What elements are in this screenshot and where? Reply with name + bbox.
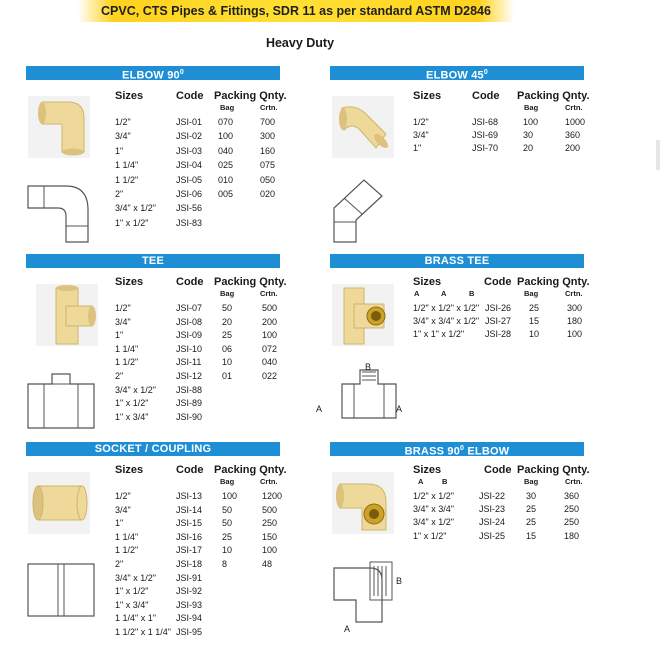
crtn-header: Crtn. — [565, 103, 583, 112]
crtn-cell: 1200 — [262, 491, 283, 501]
sizes-header: Sizes — [115, 90, 144, 102]
crtn-cell: 040 — [262, 357, 278, 368]
bag-cell: 15 — [529, 316, 540, 327]
bag-header: Bag — [524, 477, 539, 486]
code-cell: JSI-11 — [176, 357, 202, 368]
code-cell: JSI-06 — [176, 189, 203, 199]
socket-photo — [28, 472, 90, 534]
bag-cell: 025 — [218, 160, 234, 171]
section-title: ELBOW $45^0$ — [330, 66, 584, 80]
size-cell: 1 1/2" x 1 1/4" — [115, 627, 171, 637]
bag-cell: 20 — [222, 316, 233, 327]
code-cell: JSI-18 — [176, 559, 203, 569]
code-cell: JSI-93 — [176, 599, 203, 610]
packing-header: Packing Qnty. — [517, 90, 590, 102]
crtn-header: Crtn. — [260, 103, 278, 112]
code-cell: JSI-08 — [176, 316, 203, 327]
code-cell: JSI-14 — [176, 504, 203, 515]
crtn-cell: 180 — [567, 316, 583, 327]
crtn-cell: 250 — [564, 517, 580, 528]
sizes-header: Sizes — [413, 90, 442, 102]
crtn-header: Crtn. — [565, 289, 583, 298]
diagram-label-a: A — [344, 624, 351, 634]
code-header: Code — [484, 464, 512, 476]
code-cell: JSI-04 — [176, 160, 203, 171]
crtn-cell: 700 — [260, 117, 276, 127]
crtn-cell: 300 — [260, 131, 276, 142]
packing-header: Packing Qnty. — [517, 464, 590, 476]
code-cell: JSI-69 — [472, 130, 499, 141]
socket-drawing — [26, 560, 96, 625]
size-cell: 3/4" — [115, 131, 131, 142]
size-cell: 1 1/4" — [115, 531, 139, 542]
abc-header-a1: A — [414, 289, 420, 298]
bag-cell: 01 — [222, 371, 233, 381]
code-cell: JSI-90 — [176, 411, 203, 422]
catalog-banner: CPVC, CTS Pipes & Fittings, SDR 11 as per standard ASTM D2846 — [78, 0, 514, 22]
code-cell: JSI-28 — [485, 329, 512, 340]
elbow-45-drawing — [330, 178, 390, 251]
crtn-cell: 180 — [564, 530, 580, 541]
bag-cell: 005 — [218, 189, 234, 199]
sizes-header: Sizes — [115, 276, 144, 288]
code-cell: JSI-09 — [176, 330, 203, 341]
size-cell: 1/2" x 1/2" — [413, 491, 454, 501]
section-brass-tee — [316, 254, 590, 434]
crtn-cell: 075 — [260, 160, 276, 171]
section-elbow-90 — [26, 66, 287, 246]
size-cell: 1 1/4" x 1" — [115, 613, 156, 624]
bag-cell: 8 — [222, 559, 228, 569]
diagram-label-a-left: A — [316, 404, 323, 414]
size-cell: 2" — [115, 189, 124, 199]
bag-cell: 100 — [218, 131, 234, 142]
code-cell: JSI-88 — [176, 384, 203, 395]
crtn-cell: 050 — [260, 174, 276, 185]
bag-cell: 25 — [222, 531, 233, 542]
size-cell: 3/4" x 1/2" — [115, 203, 156, 214]
elbow-45-photo — [332, 96, 394, 158]
crtn-cell: 1000 — [565, 117, 586, 127]
size-cell: 1" — [413, 143, 422, 154]
bag-cell: 010 — [218, 174, 234, 185]
crtn-cell: 360 — [564, 491, 580, 501]
bag-header: Bag — [220, 289, 235, 298]
bag-cell: 50 — [222, 518, 233, 529]
brass-elbow-drawing — [330, 558, 403, 629]
crtn-cell: 300 — [567, 303, 583, 313]
size-cell: 1/2" — [413, 117, 429, 127]
packing-header: Packing Qnty. — [214, 464, 287, 476]
size-cell: 2" — [115, 371, 124, 381]
bag-cell: 040 — [218, 145, 234, 156]
bag-cell: 25 — [526, 504, 537, 515]
size-cell: 3/4" x 1/2" — [115, 572, 156, 583]
section-title: SOCKET / COUPLING — [26, 442, 280, 456]
section-title: BRASS $90^0$ ELBOW — [330, 442, 584, 456]
code-cell: JSI-68 — [472, 117, 499, 127]
code-cell: JSI-02 — [176, 131, 203, 142]
code-cell: JSI-89 — [176, 398, 203, 409]
bag-cell: 070 — [218, 117, 234, 127]
elbow-90-drawing — [26, 182, 92, 249]
code-header: Code — [176, 464, 204, 476]
size-cell: 3/4" — [413, 130, 429, 141]
size-cell: 3/4" x 3/4" x 1/2" — [413, 316, 480, 327]
bag-cell: 30 — [523, 130, 534, 141]
code-cell: JSI-24 — [479, 517, 506, 528]
bag-cell: 10 — [222, 545, 233, 556]
page-subtitle: Heavy Duty — [265, 36, 335, 50]
code-cell: JSI-70 — [472, 143, 499, 154]
crtn-header: Crtn. — [260, 289, 278, 298]
size-cell: 1" x 1" x 1/2" — [413, 329, 465, 340]
bag-cell: 25 — [222, 330, 233, 341]
section-brass-90-elbow — [330, 442, 590, 652]
size-cell: 1/2" — [115, 117, 131, 127]
bag-header: Bag — [524, 289, 539, 298]
code-cell: JSI-91 — [176, 572, 203, 583]
size-cell: 3/4" x 1/2" — [115, 384, 156, 395]
size-cell: 1/2" — [115, 303, 131, 313]
brass-tee-photo — [332, 284, 394, 346]
packing-header: Packing Qnty. — [214, 276, 287, 288]
section-title: BRASS TEE — [330, 254, 584, 268]
tee-drawing — [26, 372, 96, 437]
bag-cell: 100 — [222, 491, 238, 501]
section-title: TEE — [26, 254, 280, 268]
crtn-cell: 160 — [260, 145, 276, 156]
bag-cell: 25 — [526, 517, 537, 528]
crtn-cell: 250 — [564, 504, 580, 515]
code-cell: JSI-22 — [479, 491, 506, 501]
size-cell: 3/4" — [115, 504, 131, 515]
bag-cell: 10 — [529, 329, 540, 340]
size-cell: 1 1/2" — [115, 174, 139, 185]
packing-header: Packing Qnty. — [517, 276, 590, 288]
page-edge-shadow — [656, 140, 660, 170]
code-cell: JSI-03 — [176, 145, 203, 156]
size-cell: 3/4" x 3/4" — [413, 504, 454, 515]
diagram-label-b: B — [365, 362, 372, 372]
code-header: Code — [484, 276, 512, 288]
size-cell: 1" — [115, 518, 124, 529]
diagram-label-a-right: A — [396, 404, 403, 414]
crtn-header: Crtn. — [565, 477, 583, 486]
size-cell: 1/2" — [115, 491, 131, 501]
code-cell: JSI-56 — [176, 203, 203, 214]
bag-cell: 30 — [526, 491, 537, 501]
crtn-cell: 500 — [262, 303, 278, 313]
size-cell: 1" x 1/2" — [115, 586, 149, 597]
size-cell: 1 1/4" — [115, 160, 139, 171]
size-cell: 2" — [115, 559, 124, 569]
abc-header-b: B — [442, 477, 448, 486]
crtn-cell: 200 — [262, 316, 278, 327]
abc-header-a2: A — [441, 289, 447, 298]
sizes-header: Sizes — [413, 464, 442, 476]
size-cell: 1/2" x 1/2" x 1/2" — [413, 303, 480, 313]
size-cell: 3/4" x 1/2" — [413, 517, 454, 528]
bag-cell: 06 — [222, 343, 233, 354]
code-cell: JSI-95 — [176, 627, 203, 637]
bag-header: Bag — [220, 103, 235, 112]
bag-cell: 50 — [222, 303, 233, 313]
bag-cell: 50 — [222, 504, 233, 515]
crtn-cell: 072 — [262, 343, 278, 354]
bag-cell: 10 — [222, 357, 233, 368]
code-cell: JSI-10 — [176, 343, 203, 354]
size-cell: 1 1/4" — [115, 343, 139, 354]
tee-photo — [36, 284, 98, 346]
size-cell: 1" x 3/4" — [115, 599, 149, 610]
size-cell: 1" x 1/2" — [115, 398, 149, 409]
crtn-cell: 020 — [260, 189, 276, 199]
size-cell: 1" — [115, 145, 124, 156]
size-cell: 1" x 3/4" — [115, 411, 149, 422]
code-cell: JSI-92 — [176, 586, 203, 597]
code-cell: JSI-01 — [176, 117, 203, 127]
code-cell: JSI-27 — [485, 316, 512, 327]
bag-header: Bag — [524, 103, 539, 112]
abc-header-b: B — [469, 289, 475, 298]
section-title: ELBOW $90^0$ — [26, 66, 280, 80]
code-cell: JSI-16 — [176, 531, 203, 542]
code-cell: JSI-25 — [479, 530, 506, 541]
code-cell: JSI-83 — [176, 217, 203, 228]
section-socket-coupling — [26, 442, 287, 652]
diagram-label-b: B — [396, 576, 403, 586]
crtn-cell: 360 — [565, 130, 581, 141]
section-elbow-45 — [330, 66, 590, 246]
bag-cell: 20 — [523, 143, 534, 154]
elbow-90-photo — [28, 96, 90, 158]
size-cell: 1 1/2" — [115, 357, 139, 368]
code-cell: JSI-12 — [176, 371, 203, 381]
code-cell: JSI-07 — [176, 303, 203, 313]
brass-elbow-photo — [332, 472, 394, 534]
crtn-cell: 250 — [262, 518, 278, 529]
crtn-cell: 022 — [262, 371, 278, 381]
abc-header-a: A — [418, 477, 424, 486]
section-tee — [26, 254, 287, 434]
code-header: Code — [176, 90, 204, 102]
code-cell: JSI-13 — [176, 491, 203, 501]
code-cell: JSI-26 — [485, 303, 512, 313]
size-cell: 1" — [115, 330, 124, 341]
code-cell: JSI-94 — [176, 613, 203, 624]
crtn-cell: 48 — [262, 559, 273, 569]
packing-header: Packing Qnty. — [214, 90, 287, 102]
code-header: Code — [472, 90, 500, 102]
bag-cell: 15 — [526, 530, 537, 541]
bag-header: Bag — [220, 477, 235, 486]
sizes-header: Sizes — [115, 464, 144, 476]
size-cell: 1" x 1/2" — [413, 530, 447, 541]
bag-cell: 100 — [523, 117, 539, 127]
code-cell: JSI-17 — [176, 545, 203, 556]
code-header: Code — [176, 276, 204, 288]
code-cell: JSI-15 — [176, 518, 203, 529]
crtn-cell: 100 — [262, 330, 278, 341]
brass-tee-drawing — [332, 362, 412, 427]
size-cell: 3/4" — [115, 316, 131, 327]
crtn-cell: 500 — [262, 504, 278, 515]
size-cell: 1" x 1/2" — [115, 217, 149, 228]
code-cell: JSI-23 — [479, 504, 506, 515]
sizes-header: Sizes — [413, 276, 442, 288]
crtn-cell: 200 — [565, 143, 581, 154]
code-cell: JSI-05 — [176, 174, 203, 185]
size-cell: 1 1/2" — [115, 545, 139, 556]
crtn-cell: 100 — [567, 329, 583, 340]
crtn-cell: 100 — [262, 545, 278, 556]
crtn-header: Crtn. — [260, 477, 278, 486]
bag-cell: 25 — [529, 303, 540, 313]
crtn-cell: 150 — [262, 531, 278, 542]
